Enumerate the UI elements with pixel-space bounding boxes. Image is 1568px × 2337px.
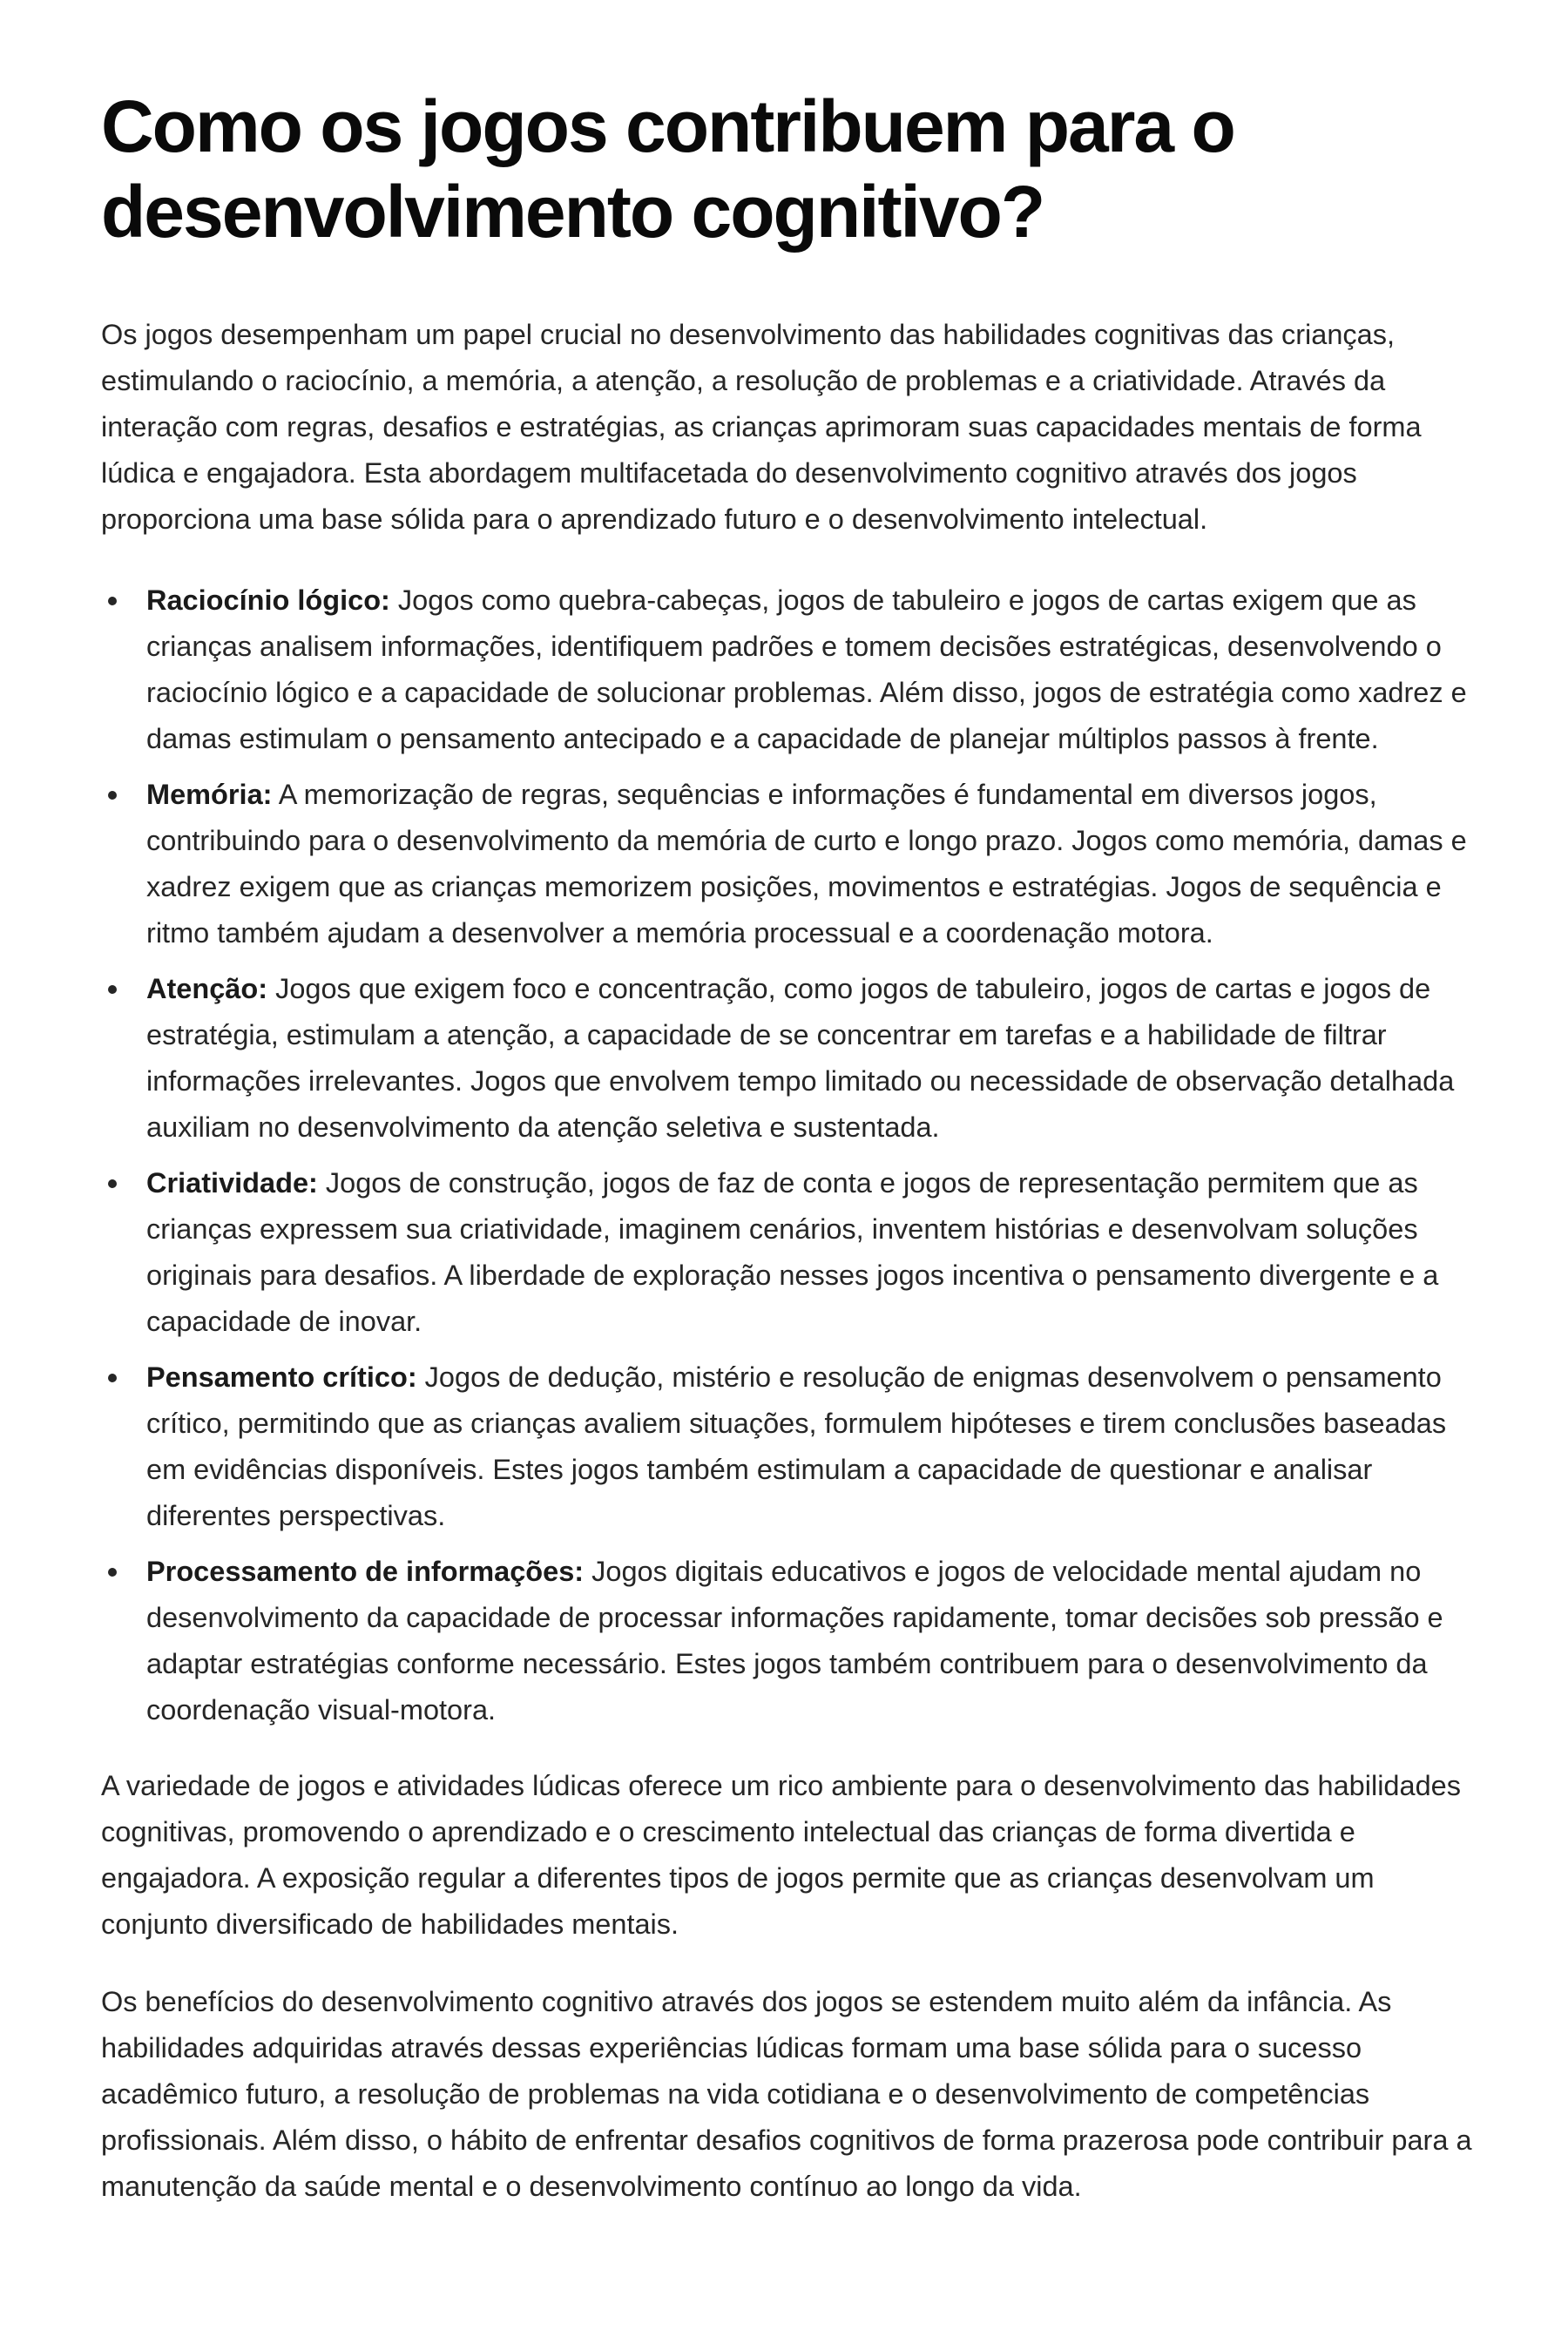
bullet-icon [108,791,117,800]
bullet-icon [108,1179,117,1188]
list-item-text: Jogos de construção, jogos de faz de conta e jogos de representação permitem que as crianças expressem sua criatividade, imaginem cenários, inventem histórias e desenvolvam soluções originais para desafios. A liberdade de exploração nesses jogos incentiva o pensamento divergente e a capacidade de inovar. [146,1167,1439,1337]
list-item-text: A memorização de regras, sequências e informações é fundamental em diversos jogos, contribuindo para o desenvolvimento da memória de curto e longo prazo. Jogos como memória, damas e xadrez exigem que as crianças memorizem posições, movimentos e estratégias. Jogos de sequência e ritmo também ajudam a desenvolver a memória processual e a coordenação motora. [146,779,1467,949]
list-item-text: Jogos digitais educativos e jogos de velocidade mental ajudam no desenvolvimento da capacidade de processar informações rapidamente, tomar decisões sob pressão e adaptar estratégias conforme necessário. Estes jogos também contribuem para o desenvolvimento da coordenação visual-motora. [146,1556,1443,1726]
benefits-list [101,577,1472,1733]
list-item [101,1354,1472,1539]
list-item [101,966,1472,1151]
list-item [101,1160,1472,1345]
list-item-text: Jogos como quebra-cabeças, jogos de tabuleiro e jogos de cartas exigem que as crianças analisem informações, identifiquem padrões e tomem decisões estratégicas, desenvolvendo o raciocínio lógico e a capacidade de solucionar problemas. Além disso, jogos de estratégia como xadrez e damas estimulam o pensamento antecipado e a capacidade de planejar múltiplos passos à frente. [146,584,1467,754]
bullet-icon [108,597,117,605]
list-item [101,772,1472,956]
list-item-term: Atenção: [146,973,268,1004]
list-item-term: Raciocínio lógico: [146,584,390,616]
bullet-icon [108,985,117,994]
list-item [101,577,1472,762]
bullet-icon [108,1374,117,1382]
list-item [101,1549,1472,1733]
closing-paragraph-1: A variedade de jogos e atividades lúdicas oferece um rico ambiente para o desenvolvimento das habilidades cognitivas, promovendo o aprendizado e o crescimento intelectual das crianças de forma divertida e engajadora. A exposição regular a diferentes tipos de jogos permite que as crianças desenvolvam um conjunto diversificado de habilidades mentais. [101,1770,1461,1940]
closing-paragraph-2: Os benefícios do desenvolvimento cognitivo através dos jogos se estendem muito além da infância. As habilidades adquiridas através dessas experiências lúdicas formam uma base sólida para o sucesso acadêmico futuro, a resolução de problemas na vida cotidiana e o desenvolvimento de competências profissionais. Além disso, o hábito de enfrentar desafios cognitivos de forma prazerosa pode contribuir para a manutenção da saúde mental e o desenvolvimento contínuo ao longo da vida. [101,1986,1472,2202]
intro-paragraph: Os jogos desempenham um papel crucial no desenvolvimento das habilidades cognitivas das crianças, estimulando o raciocínio, a memória, a atenção, a resolução de problemas e a criatividade. Através da interação com regras, desafios e estratégias, as crianças aprimoram suas capacidades mentais de forma lúdica e engajadora. Esta abordagem multifacetada do desenvolvimento cognitivo através dos jogos proporciona uma base sólida para o aprendizado futuro e o desenvolvimento intelectual. [101,319,1422,535]
list-item-term: Memória: [146,779,273,810]
page-title: Como os jogos contribuem para o desenvolvimento cognitivo? [101,85,1234,253]
list-item-text: Jogos que exigem foco e concentração, como jogos de tabuleiro, jogos de cartas e jogos de estratégia, estimulam a atenção, a capacidade de se concentrar em tarefas e a habilidade de filtrar informações irrelevantes. Jogos que envolvem tempo limitado ou necessidade de observação detalhada auxiliam no desenvolvimento da atenção seletiva e sustentada. [146,973,1455,1143]
bullet-icon [108,1568,117,1577]
list-item-term: Pensamento crítico: [146,1361,417,1393]
list-item-term: Criatividade: [146,1167,318,1199]
list-item-text: Jogos de dedução, mistério e resolução de enigmas desenvolvem o pensamento crítico, permitindo que as crianças avaliem situações, formulem hipóteses e tirem conclusões baseadas em evidências disponíveis. Estes jogos também estimulam a capacidade de questionar e analisar diferentes perspectivas. [146,1361,1447,1531]
list-item-term: Processamento de informações: [146,1556,585,1587]
